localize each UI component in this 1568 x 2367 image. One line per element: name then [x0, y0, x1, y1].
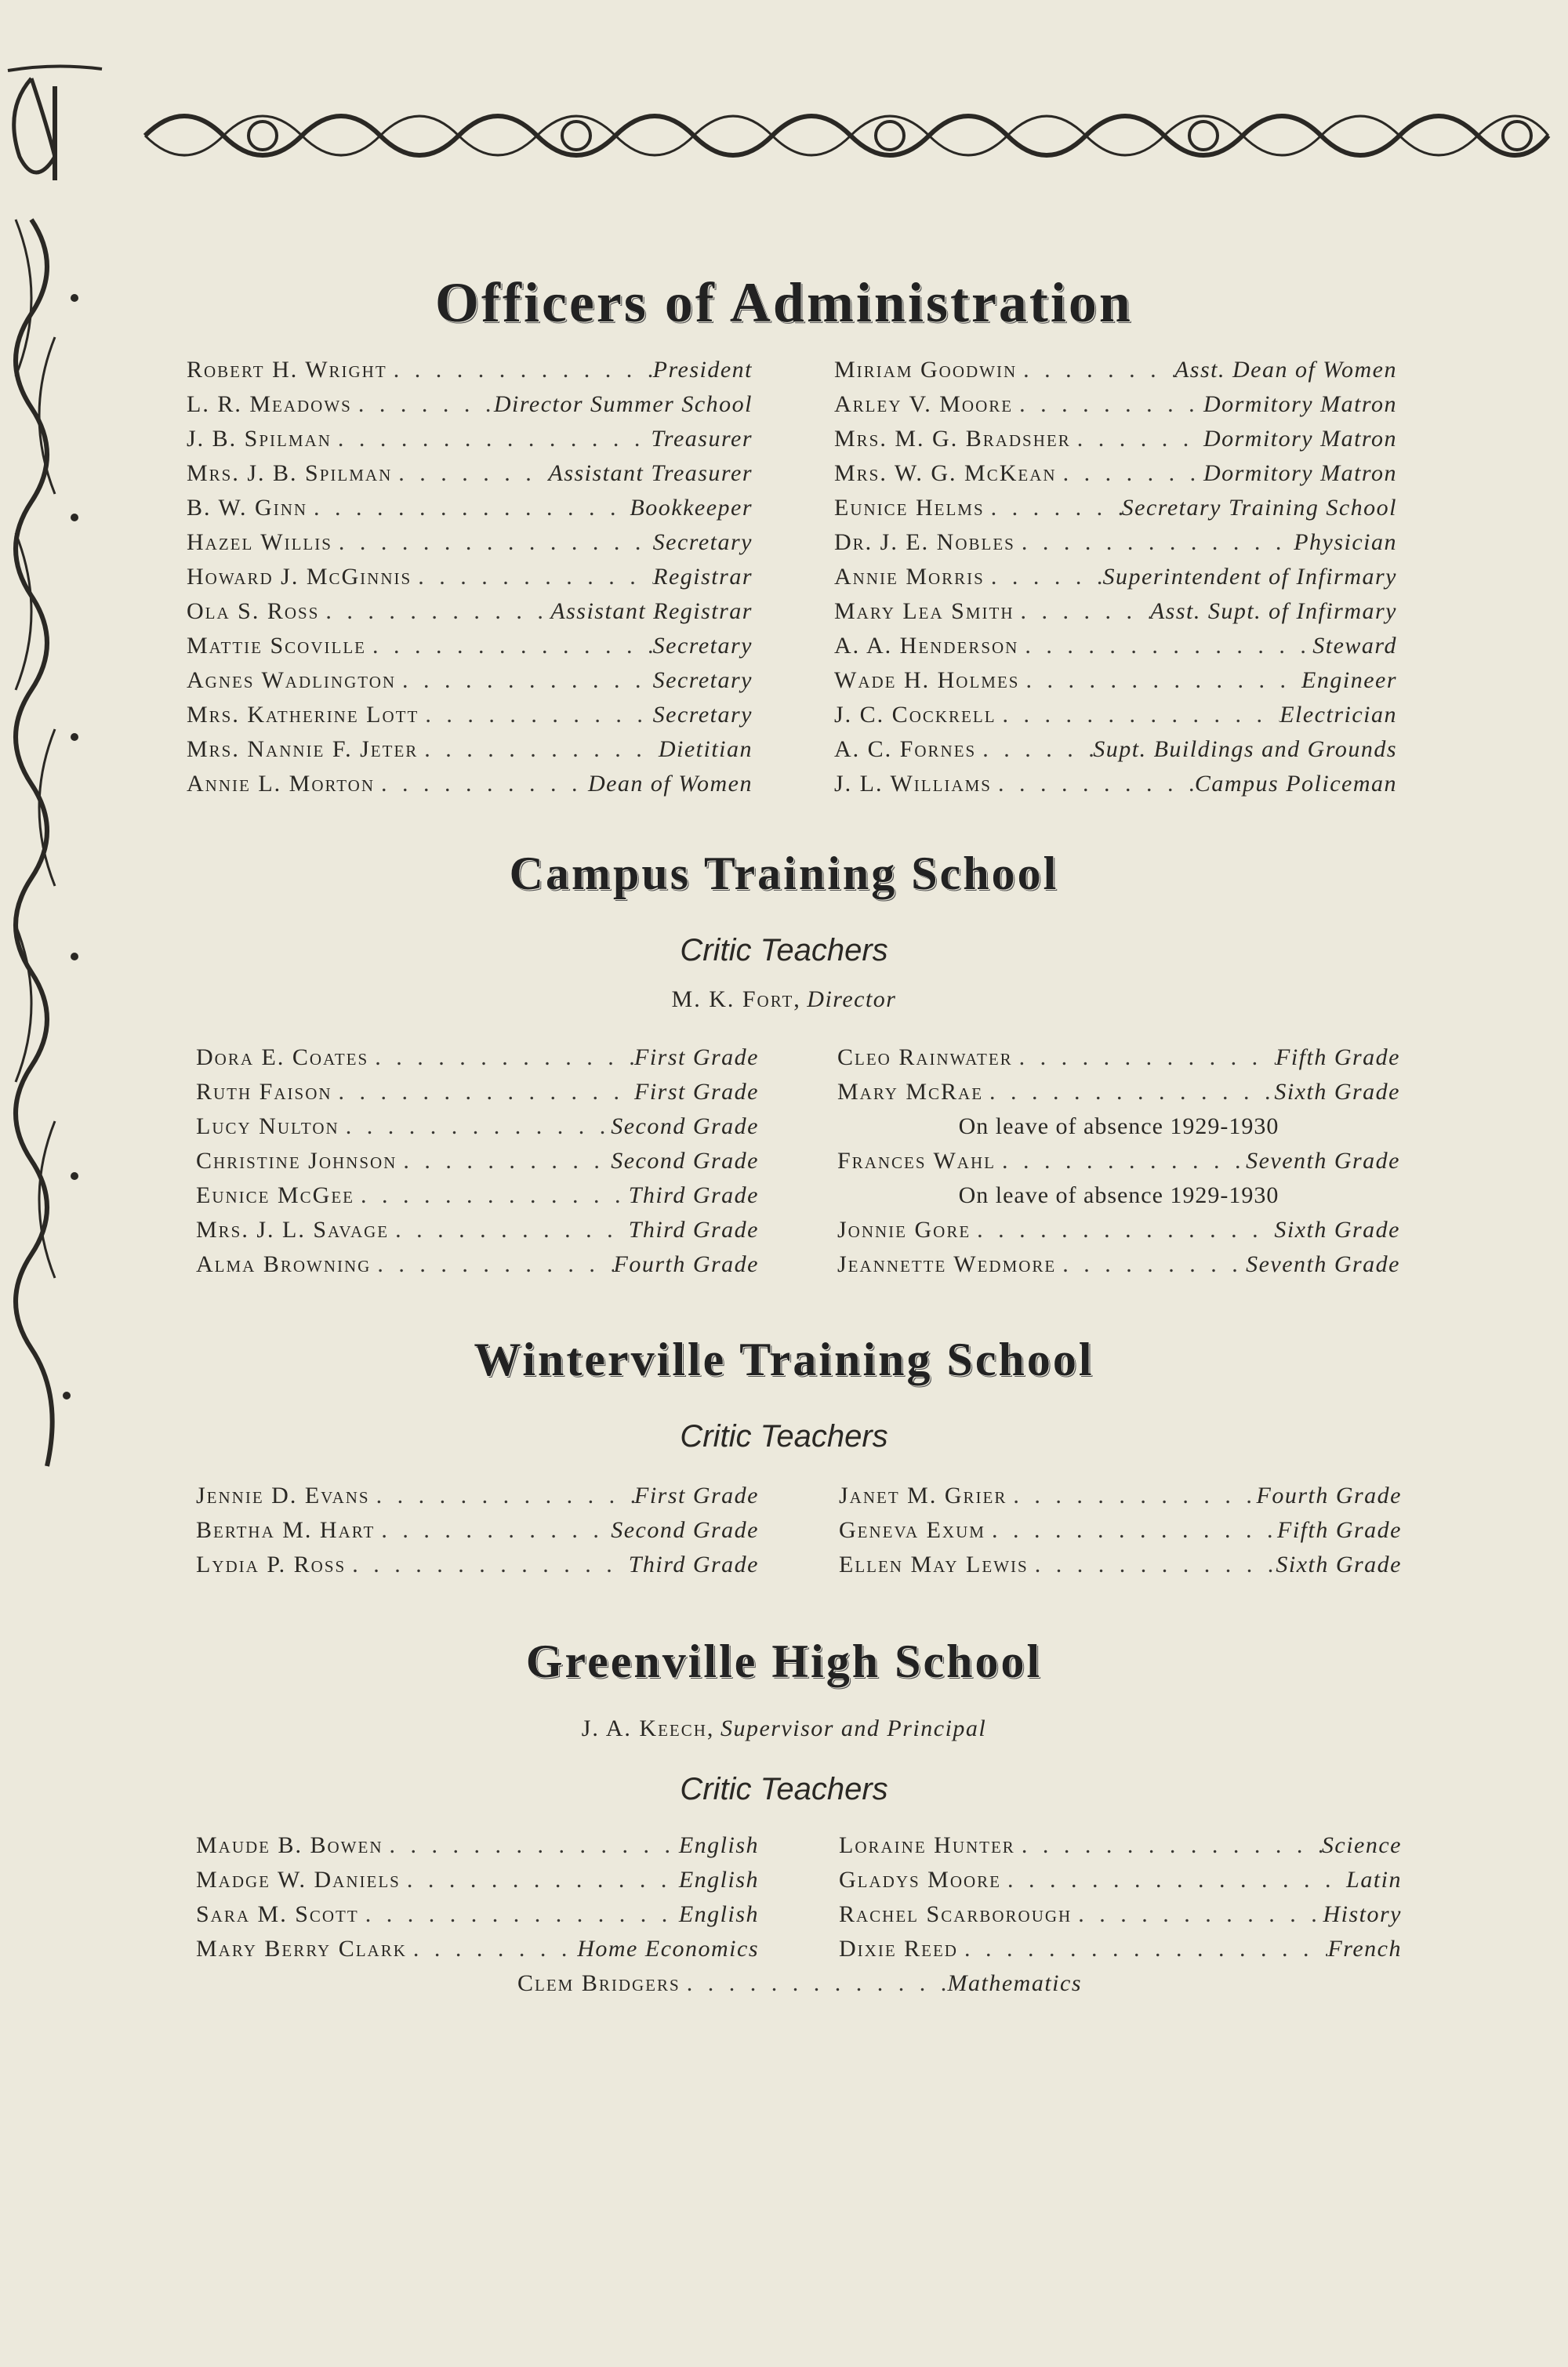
- list-item: [196, 1075, 759, 1109]
- list-item: [834, 456, 1397, 491]
- person-name: Lydia P. Ross: [196, 1552, 347, 1577]
- greenville-title: Greenville High School: [525, 1635, 1043, 1687]
- campus-title: Campus Training School: [509, 848, 1059, 899]
- person-role: First Grade: [634, 1044, 759, 1070]
- person-role: Dietitian: [658, 736, 753, 762]
- greenville-subhead: Critic Teachers: [680, 1772, 888, 1806]
- list-item: [834, 422, 1397, 456]
- list-item: [187, 663, 753, 698]
- greenville-right-column: [839, 1828, 1402, 1966]
- list-item: [834, 594, 1397, 629]
- person-name: Hazel Willis: [187, 529, 332, 555]
- winterville-right-column: [839, 1479, 1402, 1582]
- list-item: [187, 732, 753, 767]
- person-role: Asst. Supt. of Infirmary: [1149, 598, 1397, 624]
- person-name: Bertha M. Hart: [196, 1517, 376, 1543]
- list-item: [196, 1828, 759, 1863]
- greenville-center-entry: [517, 1966, 1082, 2001]
- person-name: Agnes Wadlington: [187, 667, 397, 693]
- winterville-title: Winterville Training School: [474, 1334, 1094, 1385]
- person-role: Seventh Grade: [1246, 1148, 1400, 1174]
- officers-right-column: [834, 353, 1397, 801]
- person-role: Director Summer School: [493, 391, 753, 417]
- list-item: [837, 1213, 1400, 1247]
- person-role: Third Grade: [628, 1552, 759, 1577]
- ornamental-header-scroll: [137, 93, 1556, 179]
- list-item: [839, 1932, 1402, 1966]
- person-role: Fourth Grade: [613, 1251, 759, 1277]
- list-item: [196, 1513, 759, 1548]
- list-item: [834, 491, 1397, 525]
- list-item: [187, 698, 753, 732]
- person-role: Bookkeeper: [630, 495, 753, 521]
- director-name: M. K. Fort,: [671, 986, 801, 1012]
- person-name: Gladys Moore: [839, 1867, 1002, 1893]
- leave-note: On leave of absence 1929-1930: [958, 1182, 1279, 1208]
- greenville-left-column: [196, 1828, 759, 1966]
- person-name: Mrs. J. B. Spilman: [187, 460, 393, 486]
- person-name: Mary Lea Smith: [834, 598, 1014, 624]
- list-item: [834, 525, 1397, 560]
- list-item: [196, 1863, 759, 1897]
- person-name: L. R. Meadows: [187, 391, 352, 417]
- person-name: Ellen May Lewis: [839, 1552, 1029, 1577]
- list-item: [839, 1897, 1402, 1932]
- list-item: [834, 732, 1397, 767]
- list-item: [837, 1075, 1400, 1109]
- person-role: Secretary: [652, 633, 753, 659]
- person-name: Wade H. Holmes: [834, 667, 1020, 693]
- list-item: [834, 387, 1397, 422]
- person-role: Fourth Grade: [1256, 1483, 1402, 1508]
- person-role: French: [1327, 1936, 1402, 1962]
- director-role: Director: [807, 986, 897, 1012]
- person-name: Dora E. Coates: [196, 1044, 369, 1070]
- person-name: Ola S. Ross: [187, 598, 320, 624]
- person-name: Clem Bridgers: [517, 1970, 681, 1996]
- winterville-left-column: [196, 1479, 759, 1582]
- list-item: [834, 353, 1397, 387]
- person-role: Seventh Grade: [1246, 1251, 1400, 1277]
- list-item: [196, 1247, 759, 1282]
- person-role: Engineer: [1301, 667, 1397, 693]
- list-item: [834, 629, 1397, 663]
- person-name: Jonnie Gore: [837, 1217, 971, 1243]
- list-item: [187, 491, 753, 525]
- person-role: First Grade: [634, 1079, 759, 1105]
- list-item: [834, 767, 1397, 801]
- person-name: Mary Berry Clark: [196, 1936, 407, 1962]
- person-name: Jeannette Wedmore: [837, 1251, 1057, 1277]
- person-name: B. W. Ginn: [187, 495, 308, 521]
- campus-left-column: [196, 1040, 759, 1282]
- person-role: Secretary: [652, 667, 753, 693]
- person-name: Annie Morris: [834, 564, 985, 590]
- person-role: Campus Policeman: [1194, 771, 1397, 797]
- person-name: Arley V. Moore: [834, 391, 1014, 417]
- list-item: [187, 422, 753, 456]
- list-item: [837, 1040, 1400, 1075]
- person-name: Mary McRae: [837, 1079, 984, 1105]
- person-name: Howard J. McGinnis: [187, 564, 412, 590]
- list-item: [834, 560, 1397, 594]
- person-role: English: [678, 1867, 759, 1893]
- campus-right-column: [837, 1040, 1400, 1282]
- person-name: Janet M. Grier: [839, 1483, 1007, 1508]
- person-role: First Grade: [634, 1483, 759, 1508]
- person-role: Second Grade: [611, 1148, 759, 1174]
- supervisor-name: J. A. Keech,: [581, 1715, 715, 1741]
- person-role: Assistant Treasurer: [548, 460, 753, 486]
- person-role: Home Economics: [577, 1936, 759, 1962]
- list-item: [834, 698, 1397, 732]
- list-item: [187, 525, 753, 560]
- list-item: [839, 1548, 1402, 1582]
- person-role: Treasurer: [651, 426, 753, 452]
- person-name: Mrs. W. G. McKean: [834, 460, 1057, 486]
- list-item: [187, 629, 753, 663]
- person-name: Lucy Nulton: [196, 1113, 339, 1139]
- person-name: Rachel Scarborough: [839, 1901, 1073, 1927]
- campus-subhead: Critic Teachers: [680, 933, 888, 967]
- person-name: A. A. Henderson: [834, 633, 1019, 659]
- list-item: [196, 1548, 759, 1582]
- list-item: [196, 1479, 759, 1513]
- person-role: Secretary Training School: [1121, 495, 1397, 521]
- person-name: Sara M. Scott: [196, 1901, 359, 1927]
- person-name: Geneva Exum: [839, 1517, 985, 1543]
- person-role: Secretary: [652, 702, 753, 728]
- person-role: English: [678, 1832, 759, 1858]
- person-name: Maude B. Bowen: [196, 1832, 383, 1858]
- person-name: Mrs. Nannie F. Jeter: [187, 736, 419, 762]
- person-role: Second Grade: [611, 1517, 759, 1543]
- person-role: Asst. Dean of Women: [1174, 357, 1397, 383]
- list-item: [196, 1213, 759, 1247]
- list-item: [839, 1479, 1402, 1513]
- person-name: Frances Wahl: [837, 1148, 996, 1174]
- person-name: Annie L. Morton: [187, 771, 376, 797]
- person-name: Miriam Goodwin: [834, 357, 1018, 383]
- person-role: Mathematics: [947, 1970, 1082, 1996]
- person-role: Electrician: [1279, 702, 1397, 728]
- supervisor-role: Supervisor and Principal: [720, 1715, 987, 1741]
- list-item: [187, 387, 753, 422]
- list-item: [187, 456, 753, 491]
- person-name: Dixie Reed: [839, 1936, 958, 1962]
- person-name: Loraine Hunter: [839, 1832, 1015, 1858]
- person-name: J. L. Williams: [834, 771, 992, 797]
- person-role: Third Grade: [628, 1182, 759, 1208]
- person-role: President: [652, 357, 753, 383]
- list-item: [187, 767, 753, 801]
- person-name: Eunice McGee: [196, 1182, 354, 1208]
- list-item: [834, 663, 1397, 698]
- person-role: Steward: [1312, 633, 1397, 659]
- leave-note: On leave of absence 1929-1930: [958, 1113, 1279, 1139]
- person-name: Dr. J. E. Nobles: [834, 529, 1015, 555]
- person-name: J. C. Cockrell: [834, 702, 996, 728]
- person-role: History: [1323, 1901, 1402, 1927]
- list-item: [196, 1109, 759, 1144]
- person-role: Science: [1321, 1832, 1402, 1858]
- person-role: Dormitory Matron: [1203, 426, 1397, 452]
- list-item: [196, 1040, 759, 1075]
- list-item: [839, 1863, 1402, 1897]
- person-name: Christine Johnson: [196, 1148, 397, 1174]
- list-item: [196, 1178, 759, 1213]
- person-role: Sixth Grade: [1274, 1217, 1400, 1243]
- person-name: Eunice Helms: [834, 495, 985, 521]
- list-item: [839, 1513, 1402, 1548]
- list-item: [196, 1897, 759, 1932]
- greenville-supervisor: [0, 1715, 1568, 1742]
- winterville-subhead: Critic Teachers: [680, 1419, 888, 1454]
- person-role: Superintendent of Infirmary: [1102, 564, 1397, 590]
- person-name: Ruth Faison: [196, 1079, 332, 1105]
- person-role: Dormitory Matron: [1203, 391, 1397, 417]
- officers-title: Officers of Administration: [435, 271, 1133, 334]
- list-item: [837, 1144, 1400, 1178]
- list-item: [517, 1966, 1082, 2001]
- person-role: Third Grade: [628, 1217, 759, 1243]
- person-name: A. C. Fornes: [834, 736, 977, 762]
- person-role: Latin: [1346, 1867, 1402, 1893]
- person-role: Physician: [1294, 529, 1397, 555]
- list-item: [839, 1828, 1402, 1863]
- person-name: Mrs. J. L. Savage: [196, 1217, 390, 1243]
- person-role: English: [678, 1901, 759, 1927]
- person-role: Registrar: [653, 564, 753, 590]
- person-name: Cleo Rainwater: [837, 1044, 1013, 1070]
- person-role: Second Grade: [611, 1113, 759, 1139]
- person-role: Assistant Registrar: [550, 598, 753, 624]
- person-role: Supt. Buildings and Grounds: [1093, 736, 1397, 762]
- list-item: [837, 1247, 1400, 1282]
- list-item: [196, 1144, 759, 1178]
- list-item: [187, 353, 753, 387]
- person-name: Alma Browning: [196, 1251, 372, 1277]
- person-role: Secretary: [652, 529, 753, 555]
- list-item: [196, 1932, 759, 1966]
- person-name: Madge W. Daniels: [196, 1867, 401, 1893]
- list-item: [187, 560, 753, 594]
- person-name: Mrs. Katherine Lott: [187, 702, 419, 728]
- person-role: Dormitory Matron: [1203, 460, 1397, 486]
- person-role: Sixth Grade: [1274, 1079, 1400, 1105]
- list-item: [187, 594, 753, 629]
- person-role: Fifth Grade: [1276, 1044, 1400, 1070]
- person-name: Robert H. Wright: [187, 357, 387, 383]
- person-name: Mrs. M. G. Bradsher: [834, 426, 1071, 452]
- person-role: Fifth Grade: [1277, 1517, 1402, 1543]
- person-role: Dean of Women: [587, 771, 753, 797]
- person-role: Sixth Grade: [1276, 1552, 1402, 1577]
- person-name: Jennie D. Evans: [196, 1483, 370, 1508]
- campus-director: [0, 986, 1568, 1013]
- officers-left-column: [187, 353, 753, 801]
- person-name: J. B. Spilman: [187, 426, 332, 452]
- person-name: Mattie Scoville: [187, 633, 366, 659]
